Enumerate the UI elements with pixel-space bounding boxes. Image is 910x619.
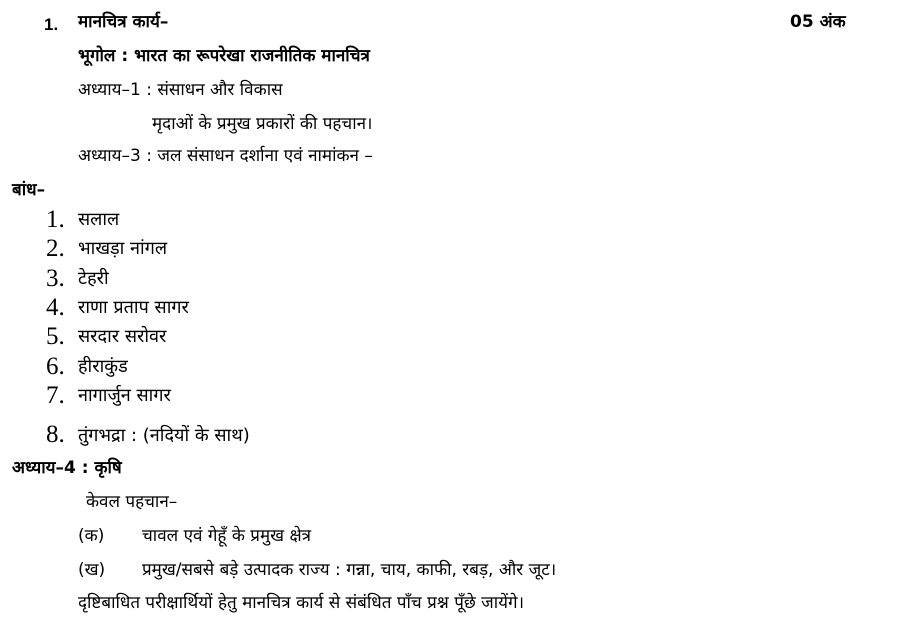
- chapter4-label: अध्याय–4 : कृषि: [12, 458, 122, 478]
- chapter4-only-identify: केवल पहचान–: [86, 492, 178, 512]
- chapter3-label: अध्याय–3 : जल संसाधन दर्शाना एवं नामांकन –: [78, 146, 373, 166]
- chapter1-item: मृदाओं के प्रमुख प्रकारों की पहचान।: [152, 114, 373, 134]
- chapter4-item-marker: (ख): [78, 560, 106, 580]
- section-marks: 05 अंक: [790, 12, 846, 32]
- dam-number: 4.: [46, 294, 65, 321]
- dam-number: 1.: [46, 206, 65, 233]
- chapter4-item-text: चावल एवं गेहूँ के प्रमुख क्षेत्र: [142, 526, 312, 546]
- dam-name: तुंगभद्रा : (नदियों के साथ): [78, 425, 250, 446]
- dam-number: 6.: [46, 353, 65, 380]
- dam-number: 2.: [46, 235, 65, 262]
- section-title: मानचित्र कार्य–: [78, 12, 169, 32]
- map-heading: भूगोल : भारत का रूपरेखा राजनीतिक मानचित्र: [78, 46, 370, 66]
- chapter1-label: अध्याय–1 : संसाधन और विकास: [78, 80, 283, 100]
- dam-name: राणा प्रताप सागर: [78, 297, 189, 318]
- dams-heading: बांध–: [12, 180, 46, 200]
- dam-name: सरदार सरोवर: [78, 326, 167, 347]
- chapter4-item-marker: (क): [78, 526, 105, 546]
- dam-name: टेहरी: [78, 268, 109, 289]
- dam-name: हीराकुंड: [78, 356, 128, 377]
- dam-name: सलाल: [78, 209, 120, 230]
- section-number: 1.: [44, 15, 59, 34]
- dam-number: 8.: [46, 421, 65, 448]
- dam-name: नागार्जुन सागर: [78, 385, 171, 406]
- visually-impaired-note: दृष्टिबाधित परीक्षार्थियों हेतु मानचित्र कार्य से संबंधित पाँच प्रश्न पूँछे जायेंगे।: [78, 593, 525, 613]
- dam-number: 3.: [46, 265, 65, 292]
- dam-number: 7.: [46, 382, 65, 409]
- chapter4-item-text: प्रमुख/सबसे बड़े उत्पादक राज्य : गन्ना, चाय, काफी, रबड़, और जूट।: [142, 560, 557, 580]
- dam-number: 5.: [46, 323, 65, 350]
- dam-name: भाखड़ा नांगल: [78, 238, 168, 259]
